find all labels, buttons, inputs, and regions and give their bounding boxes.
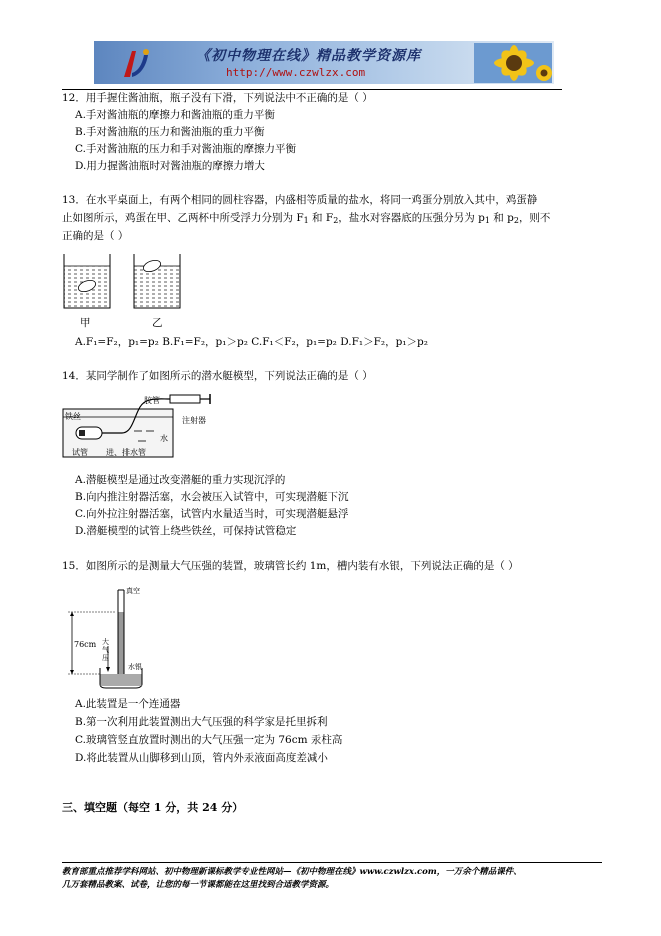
- q13-figure: [62, 252, 192, 314]
- beaker-yi: [134, 254, 180, 308]
- q14-option-d: D.潜艇模型的试管上绕些铁丝，可保持试管稳定: [75, 525, 297, 537]
- header-rule: [62, 89, 562, 90]
- logo-icon: [118, 47, 152, 81]
- q14-option-b: B.向内推注射器活塞，水会被压入试管中，可实现潜艇下沉: [75, 491, 349, 503]
- section-title: 三、填空题（每空 1 分，共 24 分）: [62, 801, 244, 814]
- q14-option-a: A.潜艇模型是通过改变潜艇的重力实现沉浮的: [75, 474, 286, 486]
- q15-stem: 15．如图所示的是测量大气压强的装置，玻璃管长约 1m，槽内装有水银，下列说法正确的是（ ）: [62, 560, 519, 572]
- banner-title: 《初中物理在线》精品教学资源库: [196, 48, 421, 64]
- label-syringe: 注射器: [182, 416, 206, 425]
- label-pressure: 大气压: [102, 638, 109, 662]
- q14-figure: [62, 387, 214, 459]
- q13-line2: 止如图所示，鸡蛋在甲、乙两杯中所受浮力分别为 $F_1$ 和 $F_2$，盐水对容器底的压强分另为 $p_1$ 和 $p_2$，则不: [62, 212, 551, 225]
- footer-line1: 教育部重点推荐学科网站、初中物理新课标教学专业性网站—《初中物理在线》www.czwlzx.com，一万余个精品课件、: [62, 867, 522, 877]
- label-water: 水: [160, 434, 168, 443]
- q14-stem: 14．某同学制作了如图所示的潜水艇模型，下列说法正确的是（ ）: [62, 370, 373, 382]
- label-height: 76cm: [74, 640, 97, 649]
- footer-line2: 几万套精品教案、试卷，让您的每一节课都能在这里找到合适教学资源。: [62, 880, 335, 890]
- q12-option-d: D.用力握酱油瓶时对酱油瓶的摩擦力增大: [75, 160, 265, 172]
- footer: [62, 866, 522, 892]
- sunflower-icon: [474, 43, 552, 83]
- footer-rule: [62, 862, 602, 863]
- q15-option-d: D.将此装置从山脚移到山顶，管内外汞液面高度差减小: [75, 752, 328, 764]
- q15-option-c: C.玻璃管竖直放置时测出的大气压强一定为 76cm 汞柱高: [75, 734, 343, 746]
- q15-option-a: A.此装置是一个连通器: [75, 698, 181, 710]
- q13-line1: 13．在水平桌面上，有两个相同的圆柱容器，内盛相等质量的盐水，将同一鸡蛋分别放入其中，鸡蛋静: [62, 194, 538, 206]
- label-wire: 铁丝: [65, 412, 81, 421]
- label-vacuum: 真空: [126, 587, 140, 595]
- q12-option-c: C.手对酱油瓶的压力和手对酱油瓶的摩擦力平衡: [75, 143, 296, 155]
- header-banner: [94, 41, 554, 84]
- q15-figure: [62, 586, 162, 690]
- q12-option-a: A.手对酱油瓶的摩擦力和酱油瓶的重力平衡: [75, 109, 275, 121]
- q15-option-b: B.第一次利用此装置测出大气压强的科学家是托里拆利: [75, 716, 328, 728]
- label-jia: 甲: [80, 317, 91, 329]
- q14-option-c: C.向外拉注射器活塞，试管内水量适当时，可实现潜艇悬浮: [75, 508, 349, 520]
- beaker-jia: [64, 254, 110, 308]
- q12-option-b: B.手对酱油瓶的压力和酱油瓶的重力平衡: [75, 126, 265, 138]
- label-tube: 胶管: [144, 396, 160, 405]
- label-mercury: 水银: [128, 663, 142, 671]
- banner-url: http://www.czwlzx.com: [226, 66, 366, 79]
- label-drain: 进、排水管: [106, 448, 146, 457]
- q13-line3: 正确的是（ ）: [62, 230, 129, 242]
- label-yi: 乙: [152, 317, 163, 329]
- label-testtube: 试管: [72, 448, 88, 457]
- q13-options: A.F₁=F₂，p₁=p₂ B.F₁=F₂，p₁＞p₂ C.F₁＜F₂，p₁=p₂ D.F₁＞F₂，p₁＞p₂: [75, 336, 428, 348]
- q12-stem: 12．用手握住酱油瓶，瓶子没有下滑，下列说法中不正确的是（ ）: [62, 92, 373, 104]
- barometer-diagram: [62, 586, 162, 690]
